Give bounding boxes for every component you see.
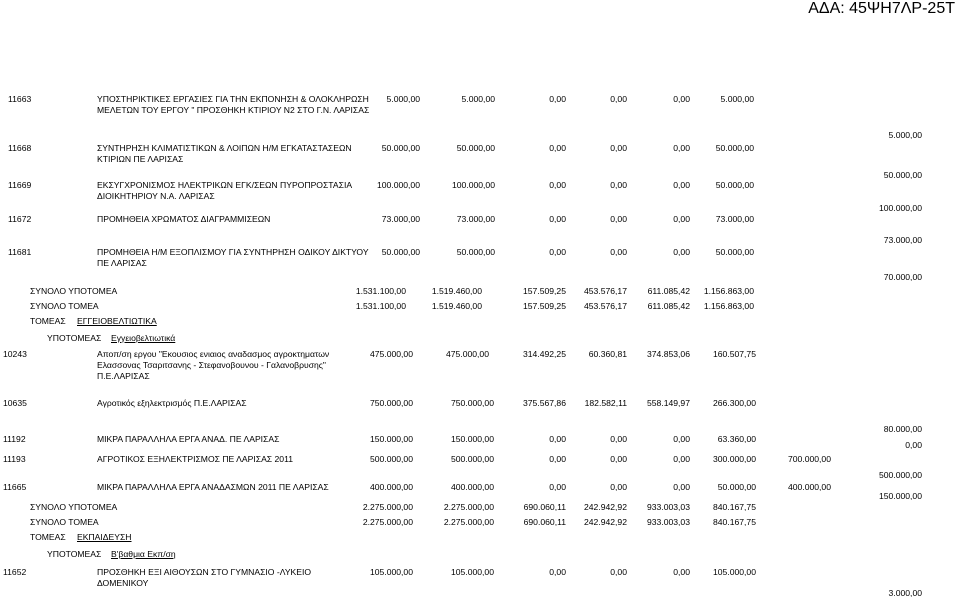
- row-value-5: 0,00: [673, 567, 690, 577]
- row-value-4: 182.582,11: [584, 398, 627, 408]
- row-code: 10635: [3, 398, 27, 408]
- row-value-3: 0,00: [549, 434, 566, 444]
- subsector-label: ΥΠΟΤΟΜΕΑΣ: [47, 333, 102, 343]
- row-value-1: 105.000,00: [369, 567, 413, 577]
- row-value-6: 5.000,00: [720, 94, 754, 104]
- row-value-2: 105.000,00: [450, 567, 494, 577]
- row-value-7: 700.000,00: [787, 454, 831, 464]
- row-value-4: 0,00: [610, 482, 627, 492]
- row-value-3: 0,00: [549, 454, 566, 464]
- row-value-6: 63.360,00: [717, 434, 756, 444]
- row-value-2: 50.000,00: [456, 143, 495, 153]
- row-value-1: 475.000,00: [369, 349, 413, 359]
- row-value-1: 150.000,00: [369, 434, 413, 444]
- row-value-1: 5.000,00: [386, 94, 420, 104]
- sector-value: ΕΓΓΕΙΟΒΕΛΤΙΩΤΙΚΑ: [77, 316, 157, 326]
- row-value-6: 160.507,75: [712, 349, 756, 359]
- right-column-value: 150.000,00: [878, 491, 922, 501]
- row-code: 11193: [3, 454, 26, 464]
- row-value-4: 0,00: [610, 180, 627, 190]
- row-value-1: 750.000,00: [369, 398, 413, 408]
- row-value-2: 400.000,00: [450, 482, 494, 492]
- row-value-5: 374.853,06: [646, 349, 690, 359]
- row-value-3: 314.492,25: [522, 349, 566, 359]
- row-value-3: 0,00: [549, 143, 566, 153]
- total-value-5: 933.003,03: [646, 502, 690, 512]
- row-value-6: 50.000,00: [715, 180, 754, 190]
- row-value-2: 475.000,00: [445, 349, 489, 359]
- total-value-5: 611.085,42: [647, 301, 690, 311]
- total-value-4: 453.576,17: [583, 301, 627, 311]
- row-code: 11672: [8, 214, 32, 224]
- sector-value: ΕΚΠΑΙΔΕΥΣΗ: [77, 532, 132, 542]
- row-value-1: 50.000,00: [381, 143, 420, 153]
- row-description: ΠΡΟΣΘΗΚΗ ΕΞΙ ΑΙΘΟΥΣΩΝ ΣΤΟ ΓΥΜΝΑΣΙΟ -ΛΥΚΕΙΟ ΔΟΜΕΝΙΚΟΥ: [97, 567, 312, 588]
- total-value-6: 840.167,75: [712, 517, 756, 527]
- row-description: ΠΡΟΜΗΘΕΙΑ Η/Μ ΕΞΟΠΛΙΣΜΟΥ ΓΙΑ ΣΥΝΤΗΡΗΣΗ ΟΔΙΚΟΥ ΔΙΚΤΥΟΥ ΠΕ ΛΑΡΙΣΑΣ: [97, 247, 369, 268]
- row-description: ΑΓΡΟΤΙΚΟΣ ΕΞΗΛΕΚΤΡΙΣΜΟΣ ΠΕ ΛΑΡΙΣΑΣ 2011: [97, 454, 293, 464]
- row-value-6: 266.300,00: [712, 398, 756, 408]
- total-value-4: 453.576,17: [583, 286, 627, 296]
- row-value-3: 0,00: [549, 214, 566, 224]
- total-label: ΣΥΝΟΛΟ ΥΠΟΤΟΜΕΑ: [30, 502, 118, 512]
- row-value-4: 0,00: [610, 143, 627, 153]
- total-value-3: 690.060,11: [523, 517, 566, 527]
- total-value-6: 840.167,75: [712, 502, 756, 512]
- row-code: 11669: [8, 180, 32, 190]
- total-value-1: 2.275.000,00: [362, 502, 413, 512]
- total-value-6: 1.156.863,00: [703, 286, 754, 296]
- row-code: 10243: [3, 349, 27, 359]
- row-value-5: 0,00: [673, 454, 690, 464]
- right-column-value: 0,00: [905, 440, 922, 450]
- row-description: ΜΙΚΡΑ ΠΑΡΑΛΛΗΛΑ ΕΡΓΑ ΑΝΑΔΑΣΜΩΝ 2011 ΠΕ ΛΑΡΙΣΑΣ: [97, 482, 329, 492]
- total-value-1: 1.531.100,00: [355, 301, 406, 311]
- row-value-5: 558.149,97: [646, 398, 690, 408]
- total-value-1: 2.275.000,00: [362, 517, 413, 527]
- row-value-7: 400.000,00: [787, 482, 831, 492]
- row-description: ΣΥΝΤΗΡΗΣΗ ΚΛΙΜΑΤΙΣΤΙΚΩΝ & ΛΟΙΠΩΝ Η/Μ ΕΓΚΑΤΑΣΤΑΣΕΩΝ ΚΤΙΡΙΩΝ ΠΕ ΛΑΡΙΣΑΣ: [97, 143, 352, 164]
- total-value-4: 242.942,92: [583, 517, 627, 527]
- row-description: Αγροτικός εξηλεκτρισμός Π.Ε.ΛΑΡΙΣΑΣ: [97, 398, 247, 408]
- row-value-1: 500.000,00: [369, 454, 413, 464]
- total-value-3: 157.509,25: [522, 301, 566, 311]
- right-column-value: 70.000,00: [883, 272, 922, 282]
- total-value-2: 2.275.000,00: [443, 502, 494, 512]
- row-value-4: 0,00: [610, 94, 627, 104]
- row-value-5: 0,00: [673, 94, 690, 104]
- sector-label: ΤΟΜΕΑΣ: [30, 316, 66, 326]
- row-value-3: 0,00: [549, 180, 566, 190]
- row-value-2: 500.000,00: [450, 454, 494, 464]
- right-column-value: 3.000,00: [888, 588, 922, 598]
- total-label: ΣΥΝΟΛΟ ΤΟΜΕΑ: [30, 301, 99, 311]
- total-value-3: 690.060,11: [523, 502, 566, 512]
- right-column-value: 5.000,00: [888, 130, 922, 140]
- row-value-6: 300.000,00: [712, 454, 756, 464]
- row-description: Αποπ/ση εργου "Εκουσιος ενιαιος αναδασμος αγροκτηματων Ελασσονας Τσαριτσανης - Στεφανοβουνου - Γαλανοβρυσης" Π.Ε.ΛΑΡΙΣΑΣ: [97, 349, 330, 381]
- total-value-4: 242.942,92: [583, 502, 627, 512]
- row-value-5: 0,00: [673, 247, 690, 257]
- row-value-2: 50.000,00: [456, 247, 495, 257]
- row-value-5: 0,00: [673, 434, 690, 444]
- row-value-2: 73.000,00: [456, 214, 495, 224]
- row-value-6: 105.000,00: [712, 567, 756, 577]
- total-value-6: 1.156.863,00: [703, 301, 754, 311]
- sector-label: ΤΟΜΕΑΣ: [30, 532, 66, 542]
- row-value-1: 400.000,00: [369, 482, 413, 492]
- row-value-2: 750.000,00: [450, 398, 494, 408]
- row-value-5: 0,00: [673, 143, 690, 153]
- row-description: ΕΚΣΥΓΧΡΟΝΙΣΜΟΣ ΗΛΕΚΤΡΙΚΩΝ ΕΓΚ/ΣΕΩΝ ΠΥΡΟΠΡΟΣΤΑΣΙΑ ΔΙΟΙΚΗΤΗΡΙΟΥ Ν.Α. ΛΑΡΙΣΑΣ: [97, 180, 352, 201]
- row-value-6: 50.000,00: [715, 143, 754, 153]
- ada-header: ΑΔΑ: 45ΨΗ7ΛΡ-25Τ: [808, 0, 955, 17]
- subsector-label: ΥΠΟΤΟΜΕΑΣ: [47, 549, 102, 559]
- row-code: 11663: [8, 94, 32, 104]
- total-value-3: 157.509,25: [522, 286, 566, 296]
- total-value-1: 1.531.100,00: [355, 286, 406, 296]
- row-value-3: 0,00: [549, 247, 566, 257]
- row-value-3: 375.567,86: [522, 398, 566, 408]
- row-value-3: 0,00: [549, 482, 566, 492]
- row-value-4: 0,00: [610, 434, 627, 444]
- row-value-5: 0,00: [673, 214, 690, 224]
- row-code: 11668: [8, 143, 32, 153]
- total-value-2: 2.275.000,00: [443, 517, 494, 527]
- row-value-6: 73.000,00: [715, 214, 754, 224]
- row-description: ΜΙΚΡΑ ΠΑΡΑΛΛΗΛΑ ΕΡΓΑ ΑΝΑΔ. ΠΕ ΛΑΡΙΣΑΣ: [97, 434, 280, 444]
- right-column-value: 50.000,00: [883, 170, 922, 180]
- row-description: ΠΡΟΜΗΘΕΙΑ ΧΡΩΜΑΤΟΣ ΔΙΑΓΡΑΜΜΙΣΕΩΝ: [97, 214, 271, 224]
- right-column-value: 100.000,00: [878, 203, 922, 213]
- row-code: 11665: [3, 482, 27, 492]
- row-value-5: 0,00: [673, 482, 690, 492]
- row-description: ΥΠΟΣΤΗΡΙΚΤΙΚΕΣ ΕΡΓΑΣΙΕΣ ΓΙΑ ΤΗΝ ΕΚΠΟΝΗΣΗ & ΟΛΟΚΛΗΡΩΣΗ ΜΕΛΕΤΩΝ ΤΟΥ ΕΡΓΟΥ " ΠΡΟΣΘΗΚΗ ΚΤΙΡΙΟΥ Ν2 ΣΤΟ Γ.Ν. ΛΑΡΙΣΑΣ: [97, 94, 370, 115]
- row-value-3: 0,00: [549, 567, 566, 577]
- subsector-value: Εγγειοβελτιωτικά: [111, 333, 176, 343]
- total-label: ΣΥΝΟΛΟ ΤΟΜΕΑ: [30, 517, 99, 527]
- row-value-4: 0,00: [610, 214, 627, 224]
- row-value-1: 50.000,00: [381, 247, 420, 257]
- right-column-value: 500.000,00: [878, 470, 922, 480]
- row-value-1: 100.000,00: [376, 180, 420, 190]
- subsector-value: Β'βαθμια Εκπ/ση: [111, 549, 176, 559]
- total-value-5: 611.085,42: [647, 286, 690, 296]
- row-value-4: 0,00: [610, 247, 627, 257]
- row-value-6: 50.000,00: [717, 482, 756, 492]
- right-column-value: 73.000,00: [883, 235, 922, 245]
- row-value-1: 73.000,00: [381, 214, 420, 224]
- total-label: ΣΥΝΟΛΟ ΥΠΟΤΟΜΕΑ: [30, 286, 118, 296]
- row-code: 11192: [3, 434, 26, 444]
- total-value-2: 1.519.460,00: [431, 301, 482, 311]
- row-code: 11652: [3, 567, 27, 577]
- total-value-5: 933.003,03: [646, 517, 690, 527]
- row-code: 11681: [8, 247, 32, 257]
- row-value-2: 5.000,00: [461, 94, 495, 104]
- row-value-4: 60.360,81: [588, 349, 627, 359]
- row-value-4: 0,00: [610, 454, 627, 464]
- row-value-4: 0,00: [610, 567, 627, 577]
- total-value-2: 1.519.460,00: [431, 286, 482, 296]
- right-column-value: 80.000,00: [883, 424, 922, 434]
- row-value-3: 0,00: [549, 94, 566, 104]
- row-value-2: 150.000,00: [450, 434, 494, 444]
- row-value-6: 50.000,00: [715, 247, 754, 257]
- row-value-2: 100.000,00: [451, 180, 495, 190]
- row-value-5: 0,00: [673, 180, 690, 190]
